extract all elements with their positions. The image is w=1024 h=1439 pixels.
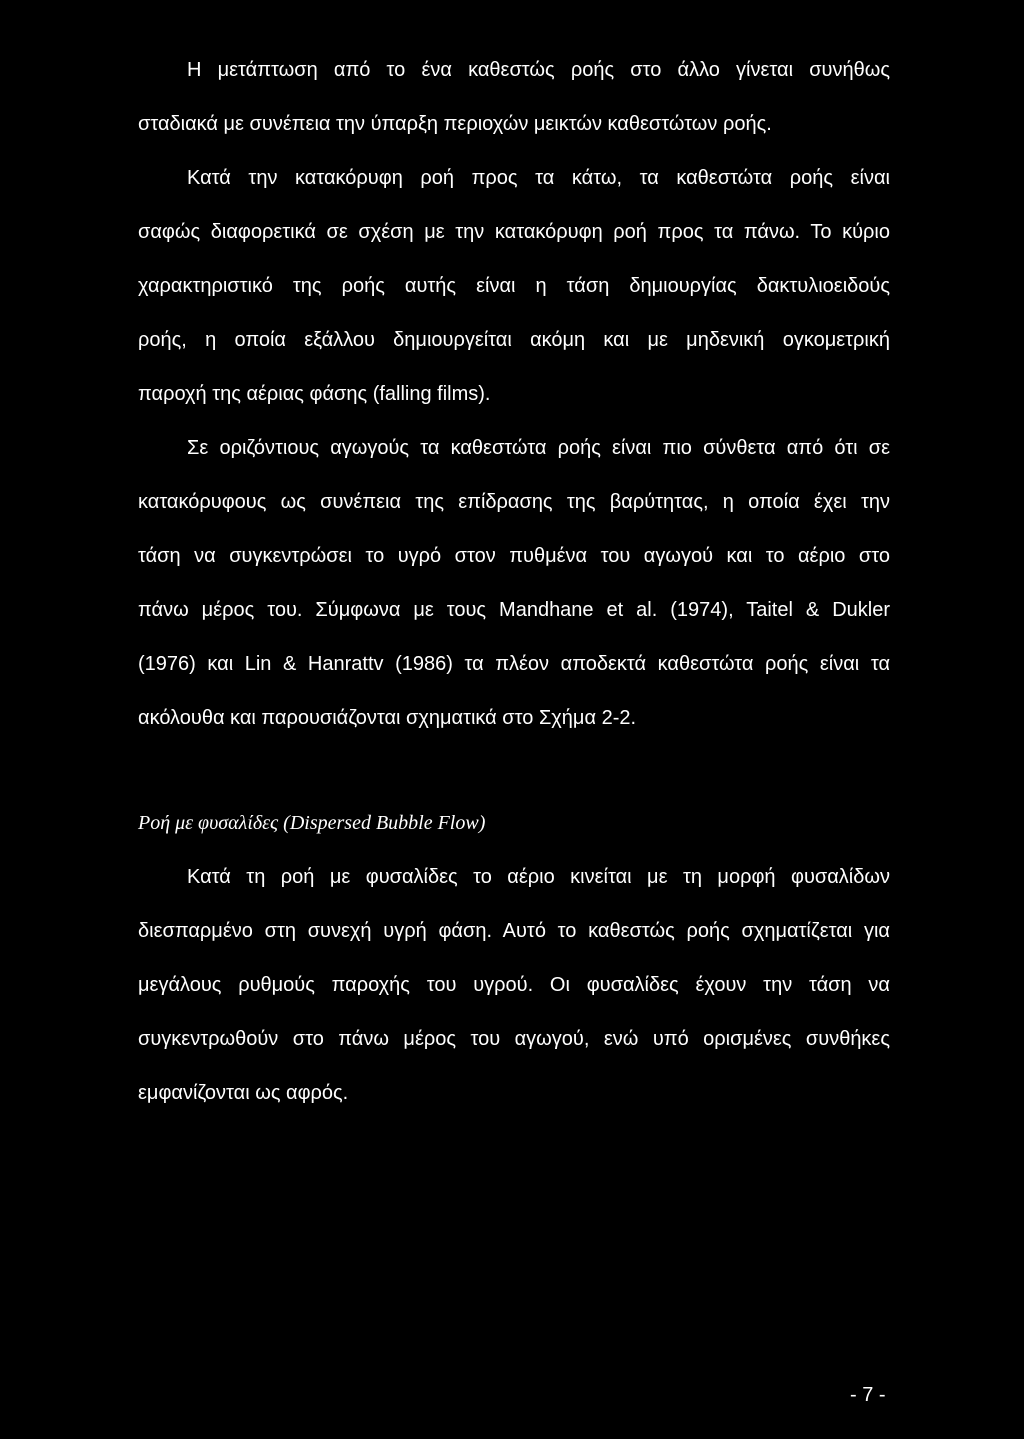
paragraph-3-line-6: ακόλουθα και παρουσιάζονται σχηματικά στο Σχήμα 2-2. <box>138 707 637 729</box>
paragraph-3-line-1: Σε οριζόντιους αγωγούς τα καθεστώτα ροής είναι πιο σύνθετα από ότι σε <box>187 437 890 459</box>
section-paragraph-line-5: εμφανίζονται ως αφρός. <box>138 1082 349 1104</box>
paragraph-1-line-1: Η μετάπτωση από το ένα καθεστώς ροής στο άλλο γίνεται συνήθως <box>187 59 890 81</box>
section-paragraph-line-4: συγκεντρωθούν στο πάνω μέρος του αγωγού, ενώ υπό ορισμένες συνθήκες <box>138 1028 890 1050</box>
paragraph-3-line-3: τάση να συγκεντρώσει το υγρό στον πυθμένα του αγωγού και το αέριο στο <box>138 545 890 567</box>
section-paragraph-line-1: Κατά τη ροή με φυσαλίδες το αέριο κινείται με τη μορφή φυσαλίδων <box>187 866 890 888</box>
paragraph-1-line-2: σταδιακά με συνέπεια την ύπαρξη περιοχών μεικτών καθεστώτων ροής. <box>138 113 772 135</box>
section-paragraph-line-2: διεσπαρμένο στη συνεχή υγρή φάση. Αυτό το καθεστώς ροής σχηματίζεται για <box>138 920 890 942</box>
paragraph-3-line-2: κατακόρυφους ως συνέπεια της επίδρασης της βαρύτητας, η οποία έχει την <box>138 491 890 513</box>
section-paragraph-line-3: μεγάλους ρυθμούς παροχής του υγρού. Οι φυσαλίδες έχουν την τάση να <box>138 974 890 996</box>
paragraph-3-line-5: (1976) και Lin & Hanrattv (1986) τα πλέον αποδεκτά καθεστώτα ροής είναι τα <box>138 653 890 675</box>
paragraph-2-line-1: Κατά την κατακόρυφη ροή προς τα κάτω, τα καθεστώτα ροής είναι <box>187 167 890 189</box>
paragraph-2-line-5: παροχή της αέριας φάσης (falling films). <box>138 383 491 405</box>
paragraph-2-line-4: ροής, η οποία εξάλλου δημιουργείται ακόμη και με μηδενική ογκομετρική <box>138 329 890 351</box>
section-heading: Ροή με φυσαλίδες (Dispersed Bubble Flow) <box>138 812 486 834</box>
paragraph-2-line-2: σαφώς διαφορετικά σε σχέση με την κατακόρυφη ροή προς τα πάνω. Το κύριο <box>138 221 890 243</box>
paragraph-2-line-3: χαρακτηριστικό της ροής αυτής είναι η τάση δημιουργίας δακτυλιοειδούς <box>138 275 890 297</box>
paragraph-3-line-4: πάνω μέρος του. Σύμφωνα με τους Mandhane et al. (1974), Taitel & Dukler <box>138 599 890 621</box>
page-number: - 7 - <box>850 1384 886 1406</box>
